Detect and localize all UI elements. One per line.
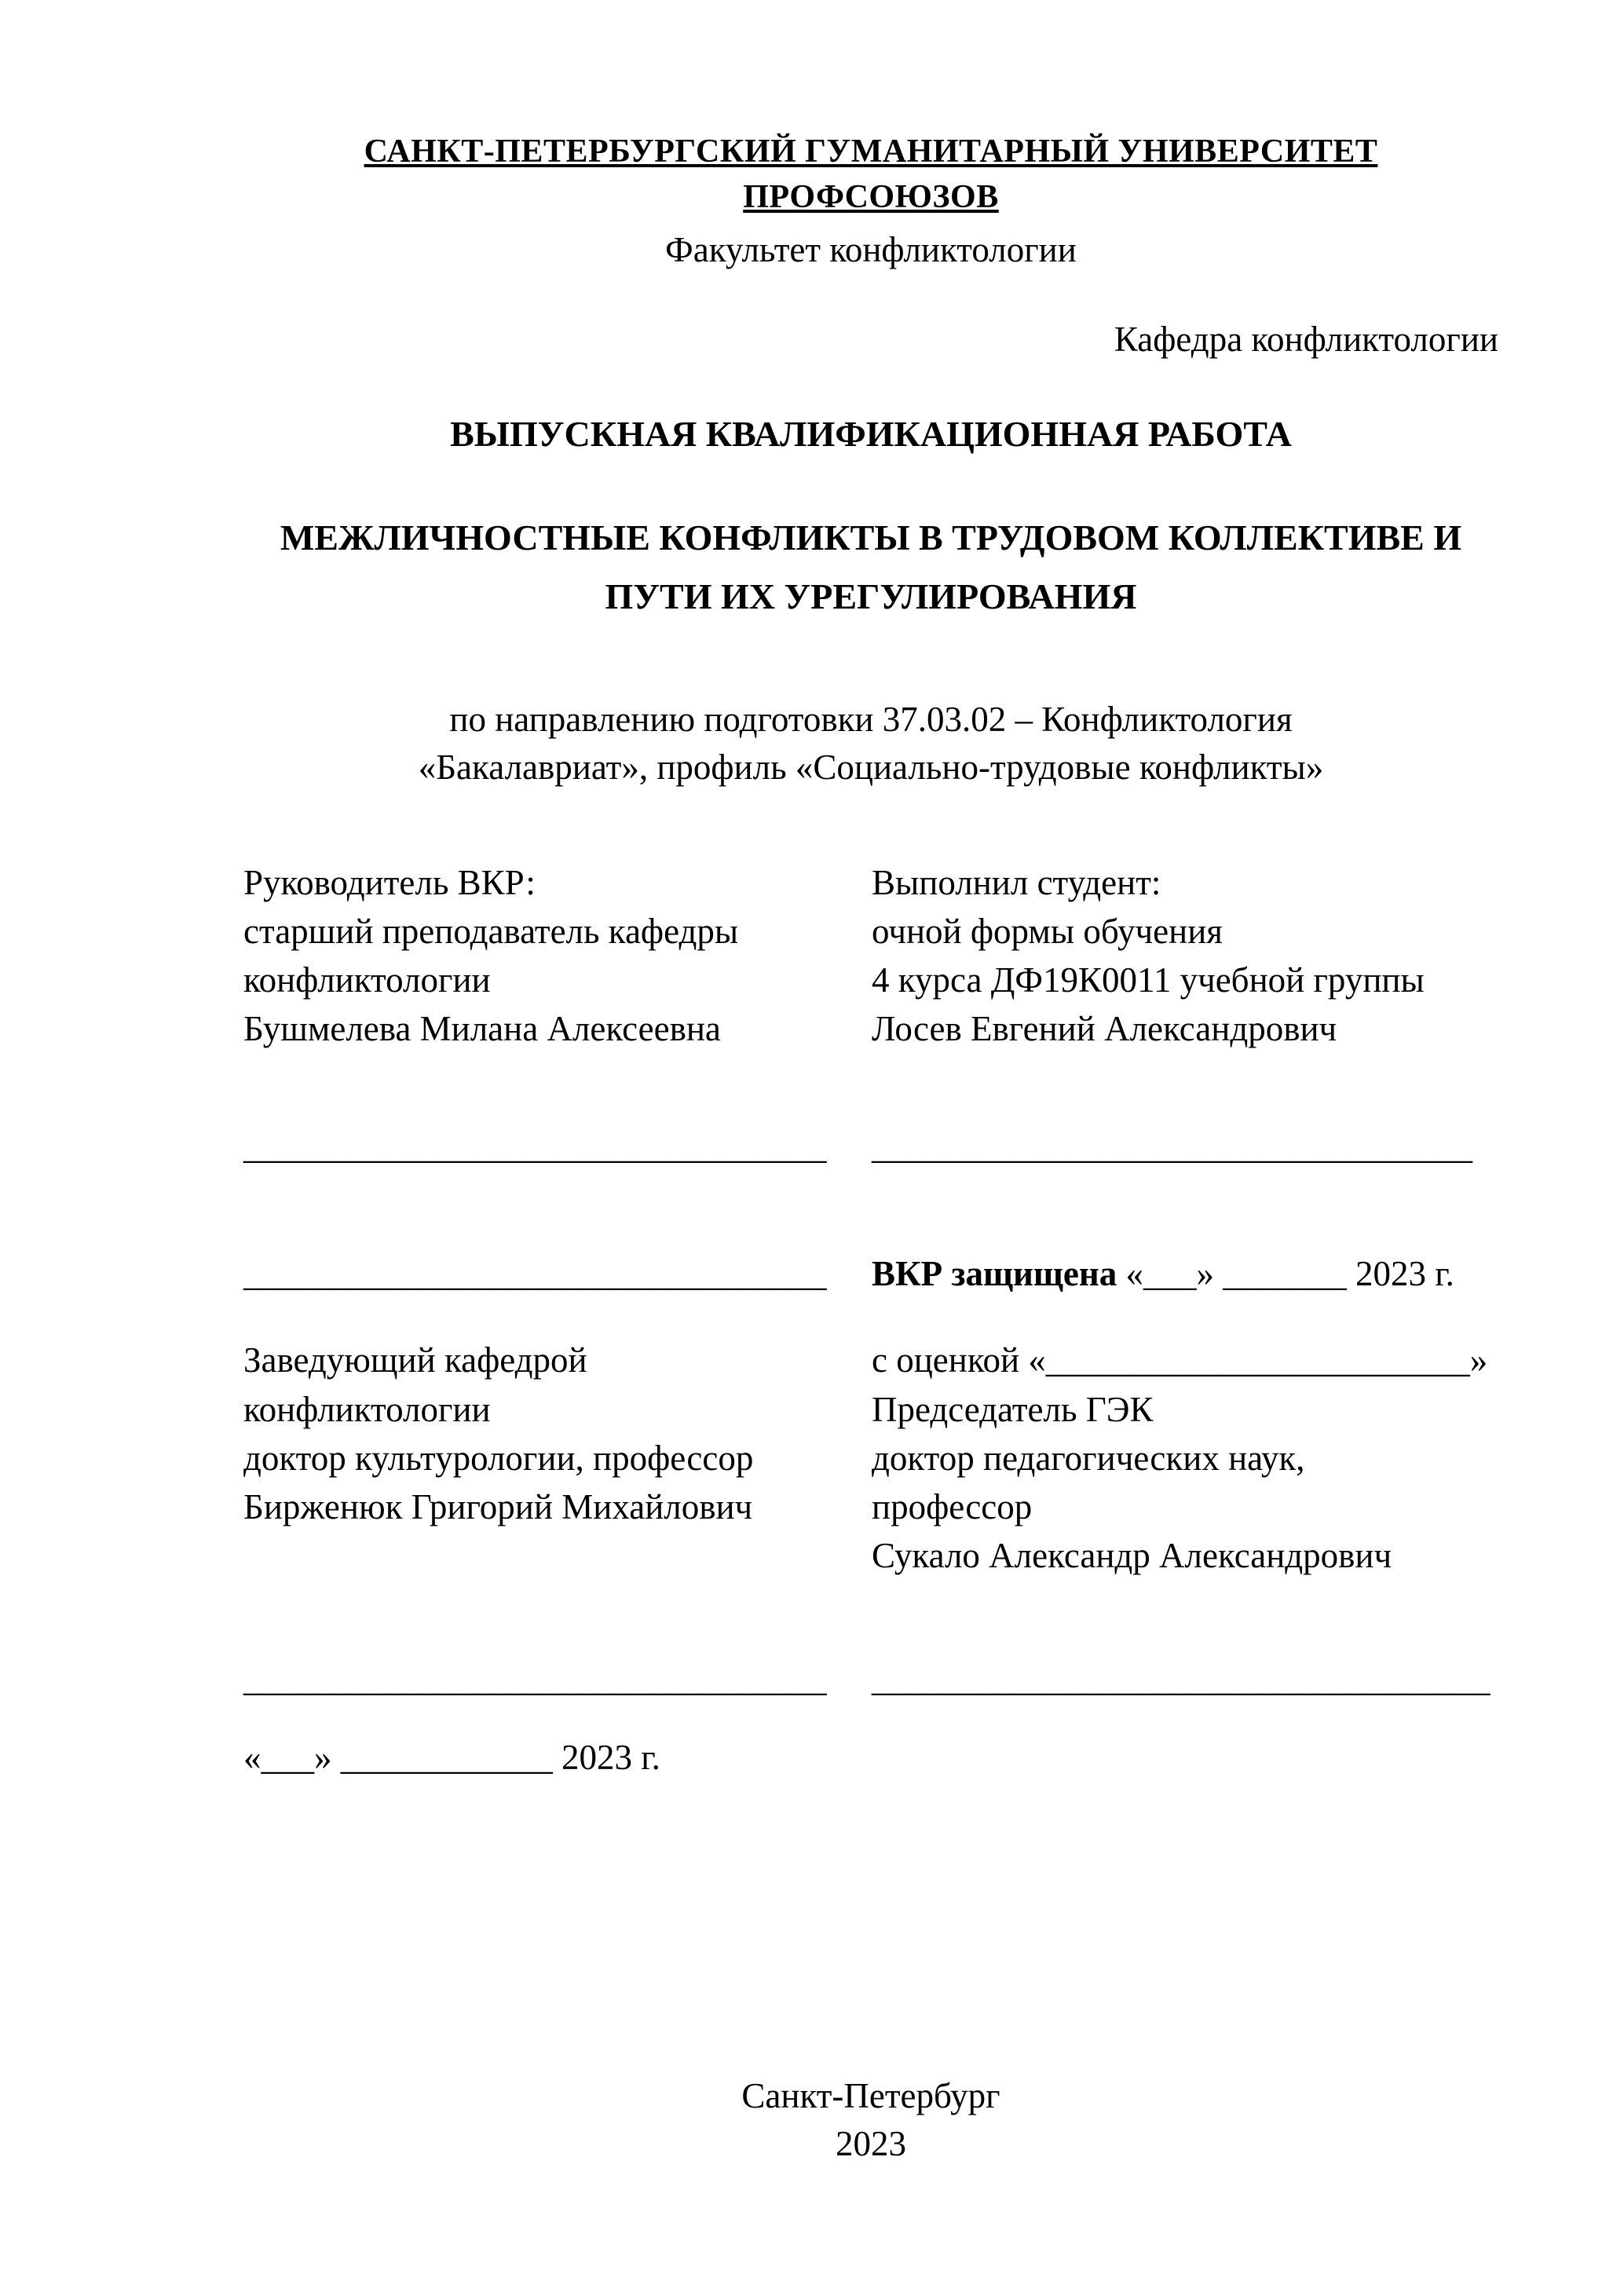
supervisor-block: [243, 858, 872, 1053]
student-block: [872, 858, 1498, 1053]
date-row: [243, 1733, 1498, 1782]
officials-row: [243, 1336, 1498, 1579]
thesis-title-line2: ПУТИ ИХ УРЕГУЛИРОВАНИЯ: [605, 576, 1137, 617]
student-study-form: очной формы обучения: [872, 911, 1223, 951]
head-name: Бирженюк Григорий Михайлович: [243, 1486, 753, 1526]
footer-year: 2023: [836, 2123, 906, 2163]
thesis-title: [243, 508, 1498, 627]
program-info: [243, 696, 1498, 792]
people-info-row: [243, 858, 1498, 1053]
head-signature-line: _________________________________: [243, 1658, 827, 1698]
footer: [243, 2072, 1498, 2168]
department-name: Кафедра конфликтологии: [1114, 320, 1498, 359]
supervisor-label: Руководитель ВКР:: [243, 862, 536, 902]
defense-date-line: [872, 1249, 1498, 1298]
chair-position-line2: профессор: [872, 1486, 1033, 1526]
head-label-line2: конфликтологии: [243, 1389, 491, 1429]
supervisor-name: Бушмелева Милана Алексеевна: [243, 1009, 721, 1049]
student-name: Лосев Евгений Александрович: [872, 1009, 1337, 1049]
footer-city: Санкт-Петербург: [741, 2076, 1000, 2116]
grade-blank-line: с оценкой «________________________»: [872, 1340, 1488, 1380]
faculty-name: Факультет конфликтологии: [665, 229, 1077, 269]
university-name: САНКТ-ПЕТЕРБУРГСКИЙ ГУМАНИТАРНЫЙ УНИВЕРСИТЕТ ПРОФСОЮЗОВ: [364, 133, 1378, 215]
chair-label: Председатель ГЭК: [872, 1389, 1154, 1429]
chair-signature-line: ___________________________________: [872, 1658, 1490, 1698]
supervisor-signature-line: _________________________________: [243, 1127, 827, 1167]
supervisor-signature-line-2: _________________________________: [243, 1254, 827, 1294]
program-profile: «Бакалавриат», профиль «Социально-трудовые конфликты»: [418, 748, 1324, 788]
student-signature-line: __________________________________: [872, 1127, 1472, 1167]
head-of-department-block: [243, 1336, 872, 1530]
head-label-line1: Заведующий кафедрой: [243, 1340, 587, 1380]
head-date-line: «___» ____________ 2023 г.: [243, 1737, 660, 1777]
signature-row-1: [243, 1122, 1498, 1171]
student-label: Выполнил студент:: [872, 862, 1161, 902]
chair-position-line1: доктор педагогических наук,: [872, 1438, 1305, 1478]
student-group: 4 курса ДФ19К0011 учебной группы: [872, 960, 1425, 1000]
supervisor-position-line2: конфликтологии: [243, 960, 491, 1000]
work-type-heading: ВЫПУСКНАЯ КВАЛИФИКАЦИОННАЯ РАБОТА: [450, 414, 1292, 455]
defense-row: [243, 1249, 1498, 1298]
thesis-title-line1: МЕЖЛИЧНОСТНЫЕ КОНФЛИКТЫ В ТРУДОВОМ КОЛЛЕКТИВЕ И: [280, 517, 1462, 558]
signature-row-2: [243, 1654, 1498, 1703]
chair-name: Сукало Александр Александрович: [872, 1535, 1392, 1575]
defense-label: ВКР защищена: [872, 1254, 1126, 1294]
head-position: доктор культурологии, профессор: [243, 1438, 754, 1478]
chair-block: [872, 1336, 1498, 1579]
supervisor-position-line1: старший преподаватель кафедры: [243, 911, 739, 951]
defense-date-blank: «___» _______ 2023 г.: [1125, 1254, 1454, 1294]
program-direction: по направлению подготовки 37.03.02 – Конфликтология: [449, 700, 1293, 740]
